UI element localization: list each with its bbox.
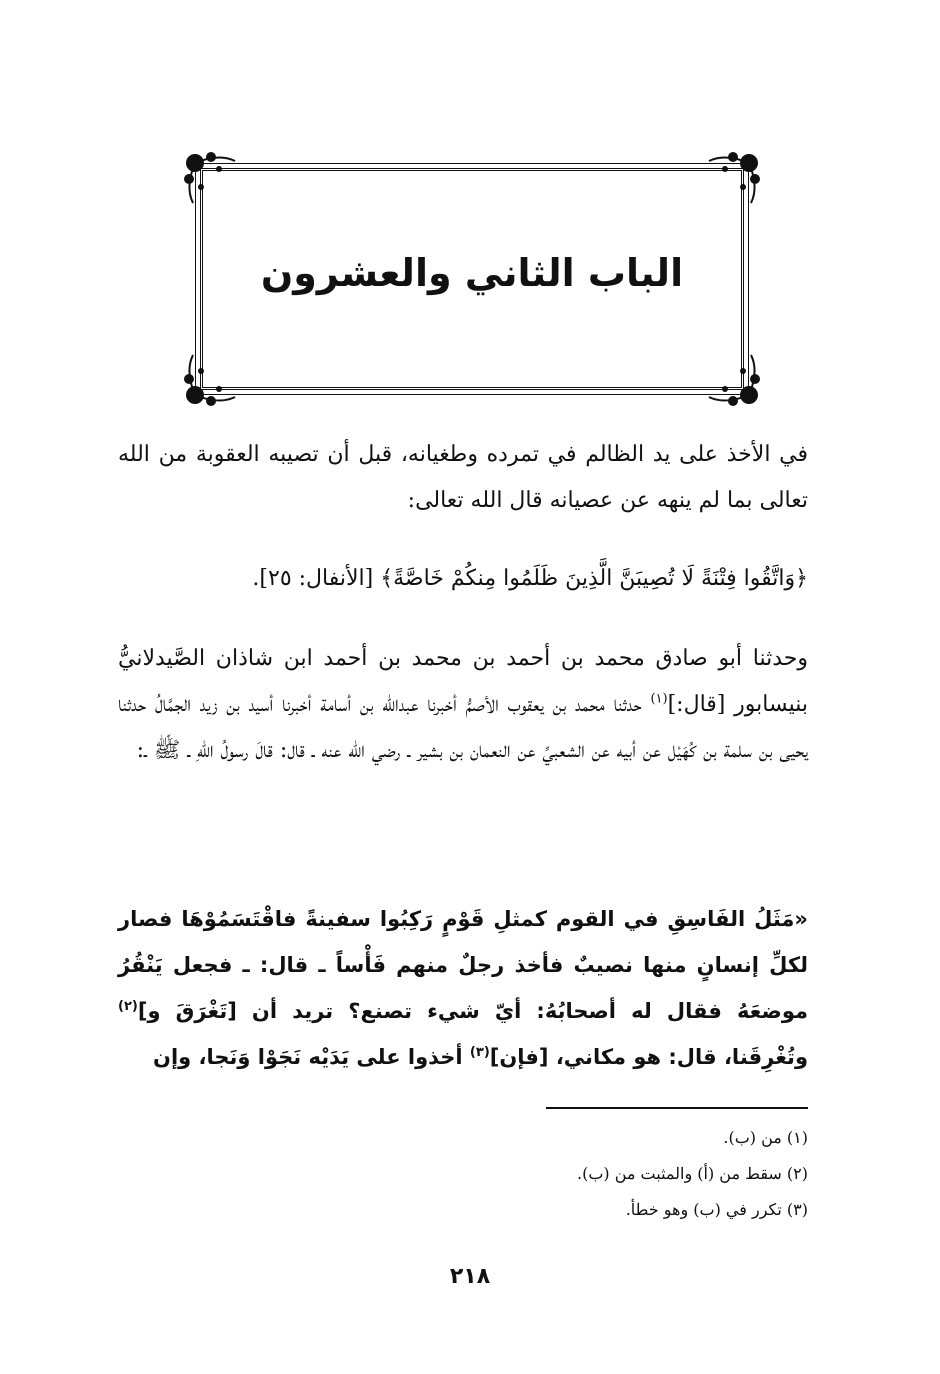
- hadith-paragraph: [118, 896, 808, 1080]
- page-number: ٢١٨: [449, 1264, 491, 1289]
- quran-verse: ﴿وَاتَّقُوا فِتْنَةً لَا تُصِيبَنَّ الَّذِينَ ظَلَمُوا مِنكُمْ خَاصَّةً﴾ [الأنفال: ٢٥].: [252, 566, 808, 591]
- isnad-text-part2: حدثنا محمد بن يعقوب الأصمُّ أخبرنا عبدالله بن أسامة أخبرنا أسيد بن زيد الجمَّالُ حدثنا يحيى بن سلمة بن كُهَيْل عن أبيه عن الشعبيِّ عن النعمان بن بشير ـ رضي الله عنه ـ قال: قالَ رسولُ اللّهِ ـ ﷺ ـ:: [118, 692, 808, 763]
- floral-ornament-icon: [179, 351, 239, 411]
- footnote-3: (٣) تكرر في (ب) وهو خطأ.: [625, 1200, 808, 1219]
- footnote-divider: [546, 1107, 808, 1109]
- footnote-marker-1: (١): [650, 691, 668, 707]
- footnote-marker-3: (٣): [469, 1045, 490, 1060]
- footnote-2: (٢) سقط من (أ) والمثبت من (ب).: [576, 1164, 808, 1183]
- intro-paragraph: في الأخذ على يد الظالم في تمرده وطغيانه، قبل أن تصيبه العقوبة من الله تعالى بما لم ينهه عن عصيانه قال الله تعالى:: [118, 442, 808, 513]
- chapter-title-frame: [200, 168, 744, 390]
- floral-ornament-icon: [705, 351, 765, 411]
- chapter-title: الباب الثاني والعشرون: [260, 251, 684, 295]
- floral-ornament-icon: [179, 147, 239, 207]
- footnote-marker-2: (٢): [118, 999, 138, 1014]
- hadith-text-part2: وتُغْرِقَنا، قال: هو مكاني، [فإن]: [489, 1045, 808, 1069]
- footnotes: [118, 1120, 808, 1228]
- hadith-text-part1: «مَثَلُ الفَاسِقِ في القوم كمثلِ قَوْمٍ رَكِبُوا سفينةً فاقْتَسَمُوْهَا فصار لكلِّ إنسانٍ منها نصيبٌ فأخذ رجلٌ منهم فَأْساً ـ قال: ـ فجعل يَنْقُرُ موضعَهُ فقال له أصحابُهُ: أيّ شيء تصنع؟ تريد أن [تَغْرَقَ و]: [118, 907, 808, 1023]
- hadith-text-part3: أخذوا على يَدَيْه نَجَوْا وَنَجا، وإن: [153, 1045, 470, 1069]
- footnote-1: (١) من (ب).: [723, 1128, 808, 1147]
- floral-ornament-icon: [705, 147, 765, 207]
- isnad-paragraph: [118, 636, 808, 774]
- isnad-text-part1: وحدثنا أبو صادق محمد بن أحمد بن محمد بن أحمد ابن شاذان الصَّيدلانيُّ بنيسابور [قال:]: [118, 646, 808, 717]
